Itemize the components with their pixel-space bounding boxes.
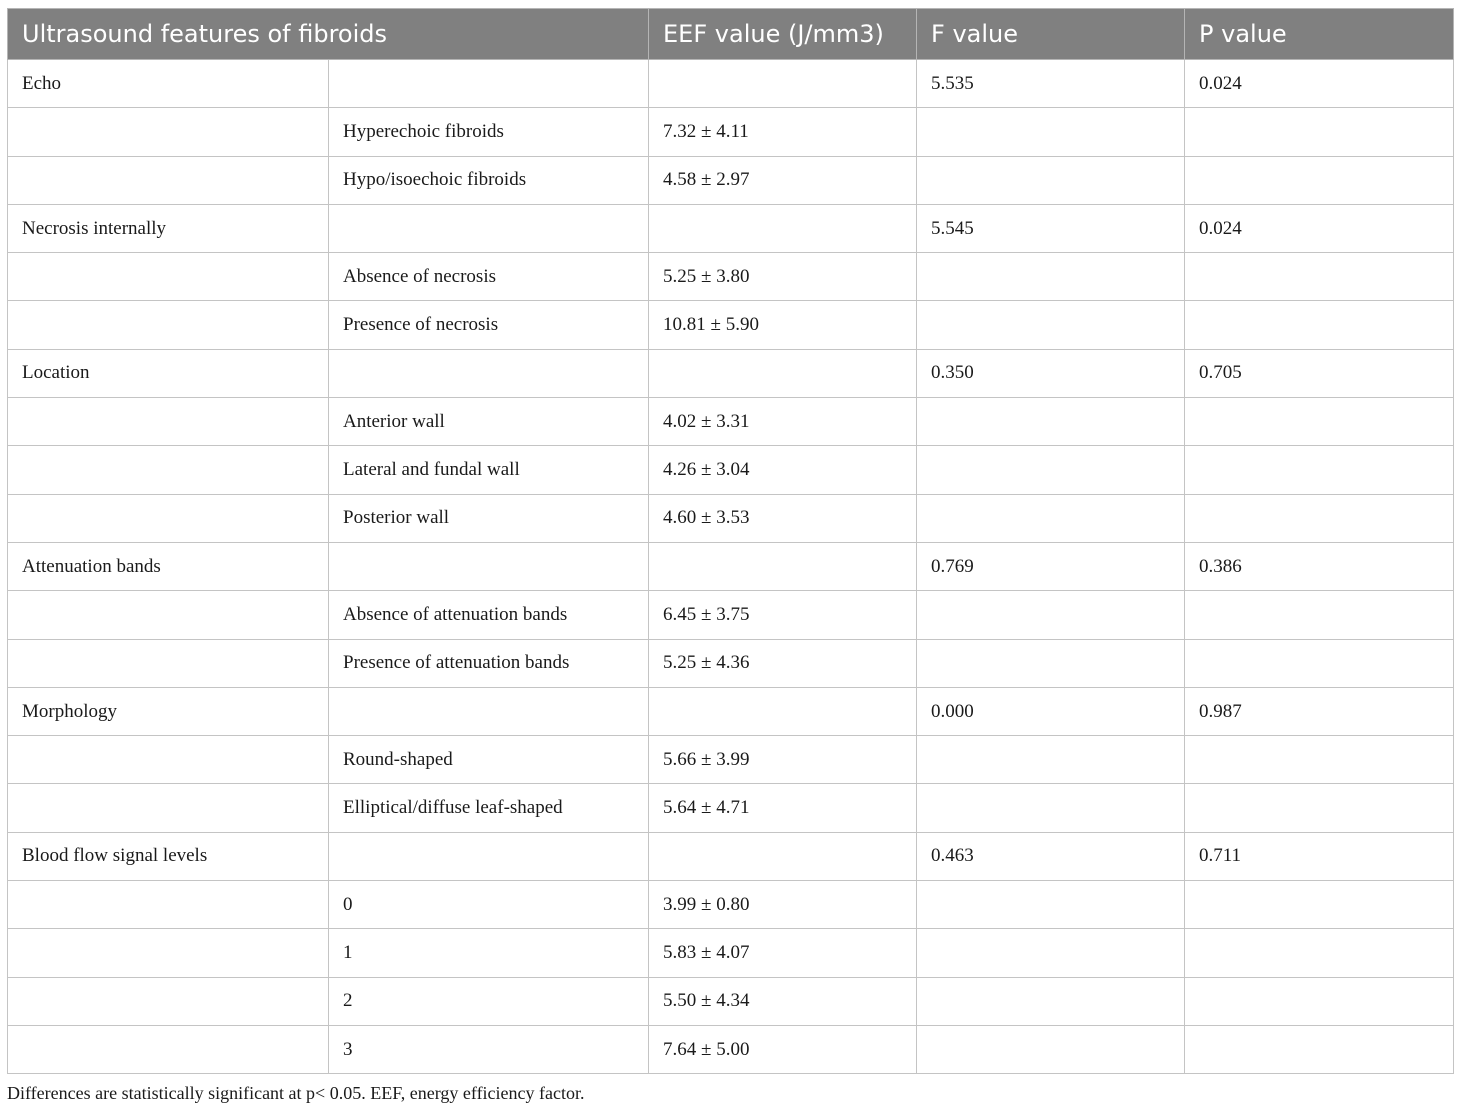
cell-p-value: 0.987 <box>1185 687 1454 735</box>
cell-f-value <box>917 301 1185 349</box>
cell-subgroup: Hypo/isoechoic fibroids <box>329 156 649 204</box>
cell-eef-value: 10.81 ± 5.90 <box>649 301 917 349</box>
header-row <box>8 9 1454 60</box>
table-row <box>8 253 1454 301</box>
cell-eef-value <box>649 832 917 880</box>
cell-subgroup: Absence of necrosis <box>329 253 649 301</box>
table-row <box>8 398 1454 446</box>
cell-f-value <box>917 929 1185 977</box>
cell-f-value <box>917 639 1185 687</box>
cell-p-value <box>1185 108 1454 156</box>
cell-eef-value: 4.02 ± 3.31 <box>649 398 917 446</box>
cell-f-value <box>917 736 1185 784</box>
table-row <box>8 832 1454 880</box>
cell-eef-value: 5.64 ± 4.71 <box>649 784 917 832</box>
cell-p-value <box>1185 156 1454 204</box>
cell-eef-value: 5.50 ± 4.34 <box>649 977 917 1025</box>
table-row <box>8 736 1454 784</box>
cell-subgroup: 0 <box>329 881 649 929</box>
cell-subgroup: 2 <box>329 977 649 1025</box>
header-eef-value: EEF value (J/mm3) <box>649 9 917 60</box>
table-row <box>8 639 1454 687</box>
cell-subgroup: Presence of attenuation bands <box>329 639 649 687</box>
cell-p-value: 0.024 <box>1185 60 1454 108</box>
table-row <box>8 977 1454 1025</box>
cell-f-value <box>917 977 1185 1025</box>
table-body <box>8 60 1454 1074</box>
cell-feature <box>8 446 329 494</box>
cell-subgroup: Posterior wall <box>329 494 649 542</box>
cell-p-value <box>1185 736 1454 784</box>
cell-f-value <box>917 398 1185 446</box>
cell-f-value <box>917 784 1185 832</box>
cell-feature <box>8 784 329 832</box>
table-row <box>8 301 1454 349</box>
cell-f-value: 5.545 <box>917 204 1185 252</box>
cell-feature <box>8 929 329 977</box>
cell-eef-value <box>649 349 917 397</box>
header-ultrasound-features: Ultrasound features of fibroids <box>8 9 649 60</box>
cell-p-value <box>1185 253 1454 301</box>
table-row <box>8 446 1454 494</box>
cell-p-value: 0.386 <box>1185 542 1454 590</box>
table-row <box>8 591 1454 639</box>
cell-subgroup: Anterior wall <box>329 398 649 446</box>
cell-subgroup: Elliptical/diffuse leaf-shaped <box>329 784 649 832</box>
table-row <box>8 929 1454 977</box>
cell-f-value: 0.350 <box>917 349 1185 397</box>
cell-eef-value: 3.99 ± 0.80 <box>649 881 917 929</box>
cell-feature: Echo <box>8 60 329 108</box>
cell-f-value <box>917 494 1185 542</box>
cell-p-value <box>1185 446 1454 494</box>
cell-eef-value <box>649 60 917 108</box>
table-row <box>8 349 1454 397</box>
cell-p-value: 0.711 <box>1185 832 1454 880</box>
cell-p-value: 0.024 <box>1185 204 1454 252</box>
cell-p-value <box>1185 1025 1454 1073</box>
cell-eef-value: 7.32 ± 4.11 <box>649 108 917 156</box>
cell-feature <box>8 639 329 687</box>
table-row <box>8 687 1454 735</box>
table-footnote: Differences are statistically significant at p< 0.05. EEF, energy efficiency factor. <box>7 1083 585 1103</box>
cell-feature <box>8 398 329 446</box>
cell-p-value <box>1185 494 1454 542</box>
cell-subgroup: 3 <box>329 1025 649 1073</box>
cell-p-value <box>1185 301 1454 349</box>
cell-p-value <box>1185 929 1454 977</box>
cell-eef-value: 5.25 ± 4.36 <box>649 639 917 687</box>
cell-feature <box>8 881 329 929</box>
cell-eef-value: 4.58 ± 2.97 <box>649 156 917 204</box>
cell-p-value <box>1185 977 1454 1025</box>
cell-feature <box>8 591 329 639</box>
cell-subgroup <box>329 832 649 880</box>
cell-subgroup: Hyperechoic fibroids <box>329 108 649 156</box>
table-row <box>8 542 1454 590</box>
cell-subgroup: Round-shaped <box>329 736 649 784</box>
cell-feature <box>8 156 329 204</box>
cell-f-value <box>917 253 1185 301</box>
cell-eef-value: 4.60 ± 3.53 <box>649 494 917 542</box>
table-row <box>8 204 1454 252</box>
cell-subgroup <box>329 349 649 397</box>
cell-p-value <box>1185 591 1454 639</box>
header-f-value: F value <box>917 9 1185 60</box>
cell-feature <box>8 253 329 301</box>
cell-eef-value <box>649 542 917 590</box>
cell-eef-value: 5.83 ± 4.07 <box>649 929 917 977</box>
cell-subgroup: Lateral and fundal wall <box>329 446 649 494</box>
cell-subgroup <box>329 542 649 590</box>
cell-f-value <box>917 881 1185 929</box>
cell-subgroup <box>329 60 649 108</box>
cell-feature <box>8 301 329 349</box>
cell-feature: Location <box>8 349 329 397</box>
header-p-value: P value <box>1185 9 1454 60</box>
cell-eef-value <box>649 687 917 735</box>
cell-f-value <box>917 1025 1185 1073</box>
cell-feature <box>8 1025 329 1073</box>
cell-subgroup: Absence of attenuation bands <box>329 591 649 639</box>
cell-subgroup <box>329 204 649 252</box>
cell-eef-value: 4.26 ± 3.04 <box>649 446 917 494</box>
cell-feature <box>8 736 329 784</box>
cell-feature <box>8 108 329 156</box>
cell-p-value <box>1185 398 1454 446</box>
cell-p-value <box>1185 639 1454 687</box>
table-row <box>8 1025 1454 1073</box>
cell-eef-value: 5.25 ± 3.80 <box>649 253 917 301</box>
cell-eef-value: 6.45 ± 3.75 <box>649 591 917 639</box>
cell-f-value <box>917 108 1185 156</box>
cell-eef-value: 7.64 ± 5.00 <box>649 1025 917 1073</box>
table-row <box>8 494 1454 542</box>
cell-subgroup <box>329 687 649 735</box>
cell-feature: Blood flow signal levels <box>8 832 329 880</box>
cell-f-value <box>917 156 1185 204</box>
cell-eef-value <box>649 204 917 252</box>
cell-f-value: 0.463 <box>917 832 1185 880</box>
cell-subgroup: 1 <box>329 929 649 977</box>
cell-f-value: 0.000 <box>917 687 1185 735</box>
data-table-container <box>7 8 1453 1074</box>
table-row <box>8 784 1454 832</box>
cell-f-value <box>917 446 1185 494</box>
cell-p-value <box>1185 784 1454 832</box>
cell-f-value: 0.769 <box>917 542 1185 590</box>
table-header <box>8 9 1454 60</box>
cell-feature: Morphology <box>8 687 329 735</box>
table-row <box>8 108 1454 156</box>
fibroid-eef-table <box>7 8 1454 1074</box>
cell-feature <box>8 977 329 1025</box>
table-row <box>8 60 1454 108</box>
cell-p-value: 0.705 <box>1185 349 1454 397</box>
cell-subgroup: Presence of necrosis <box>329 301 649 349</box>
cell-p-value <box>1185 881 1454 929</box>
cell-feature <box>8 494 329 542</box>
cell-feature: Attenuation bands <box>8 542 329 590</box>
table-row <box>8 156 1454 204</box>
cell-eef-value: 5.66 ± 3.99 <box>649 736 917 784</box>
cell-f-value: 5.535 <box>917 60 1185 108</box>
cell-feature: Necrosis internally <box>8 204 329 252</box>
table-row <box>8 881 1454 929</box>
cell-f-value <box>917 591 1185 639</box>
